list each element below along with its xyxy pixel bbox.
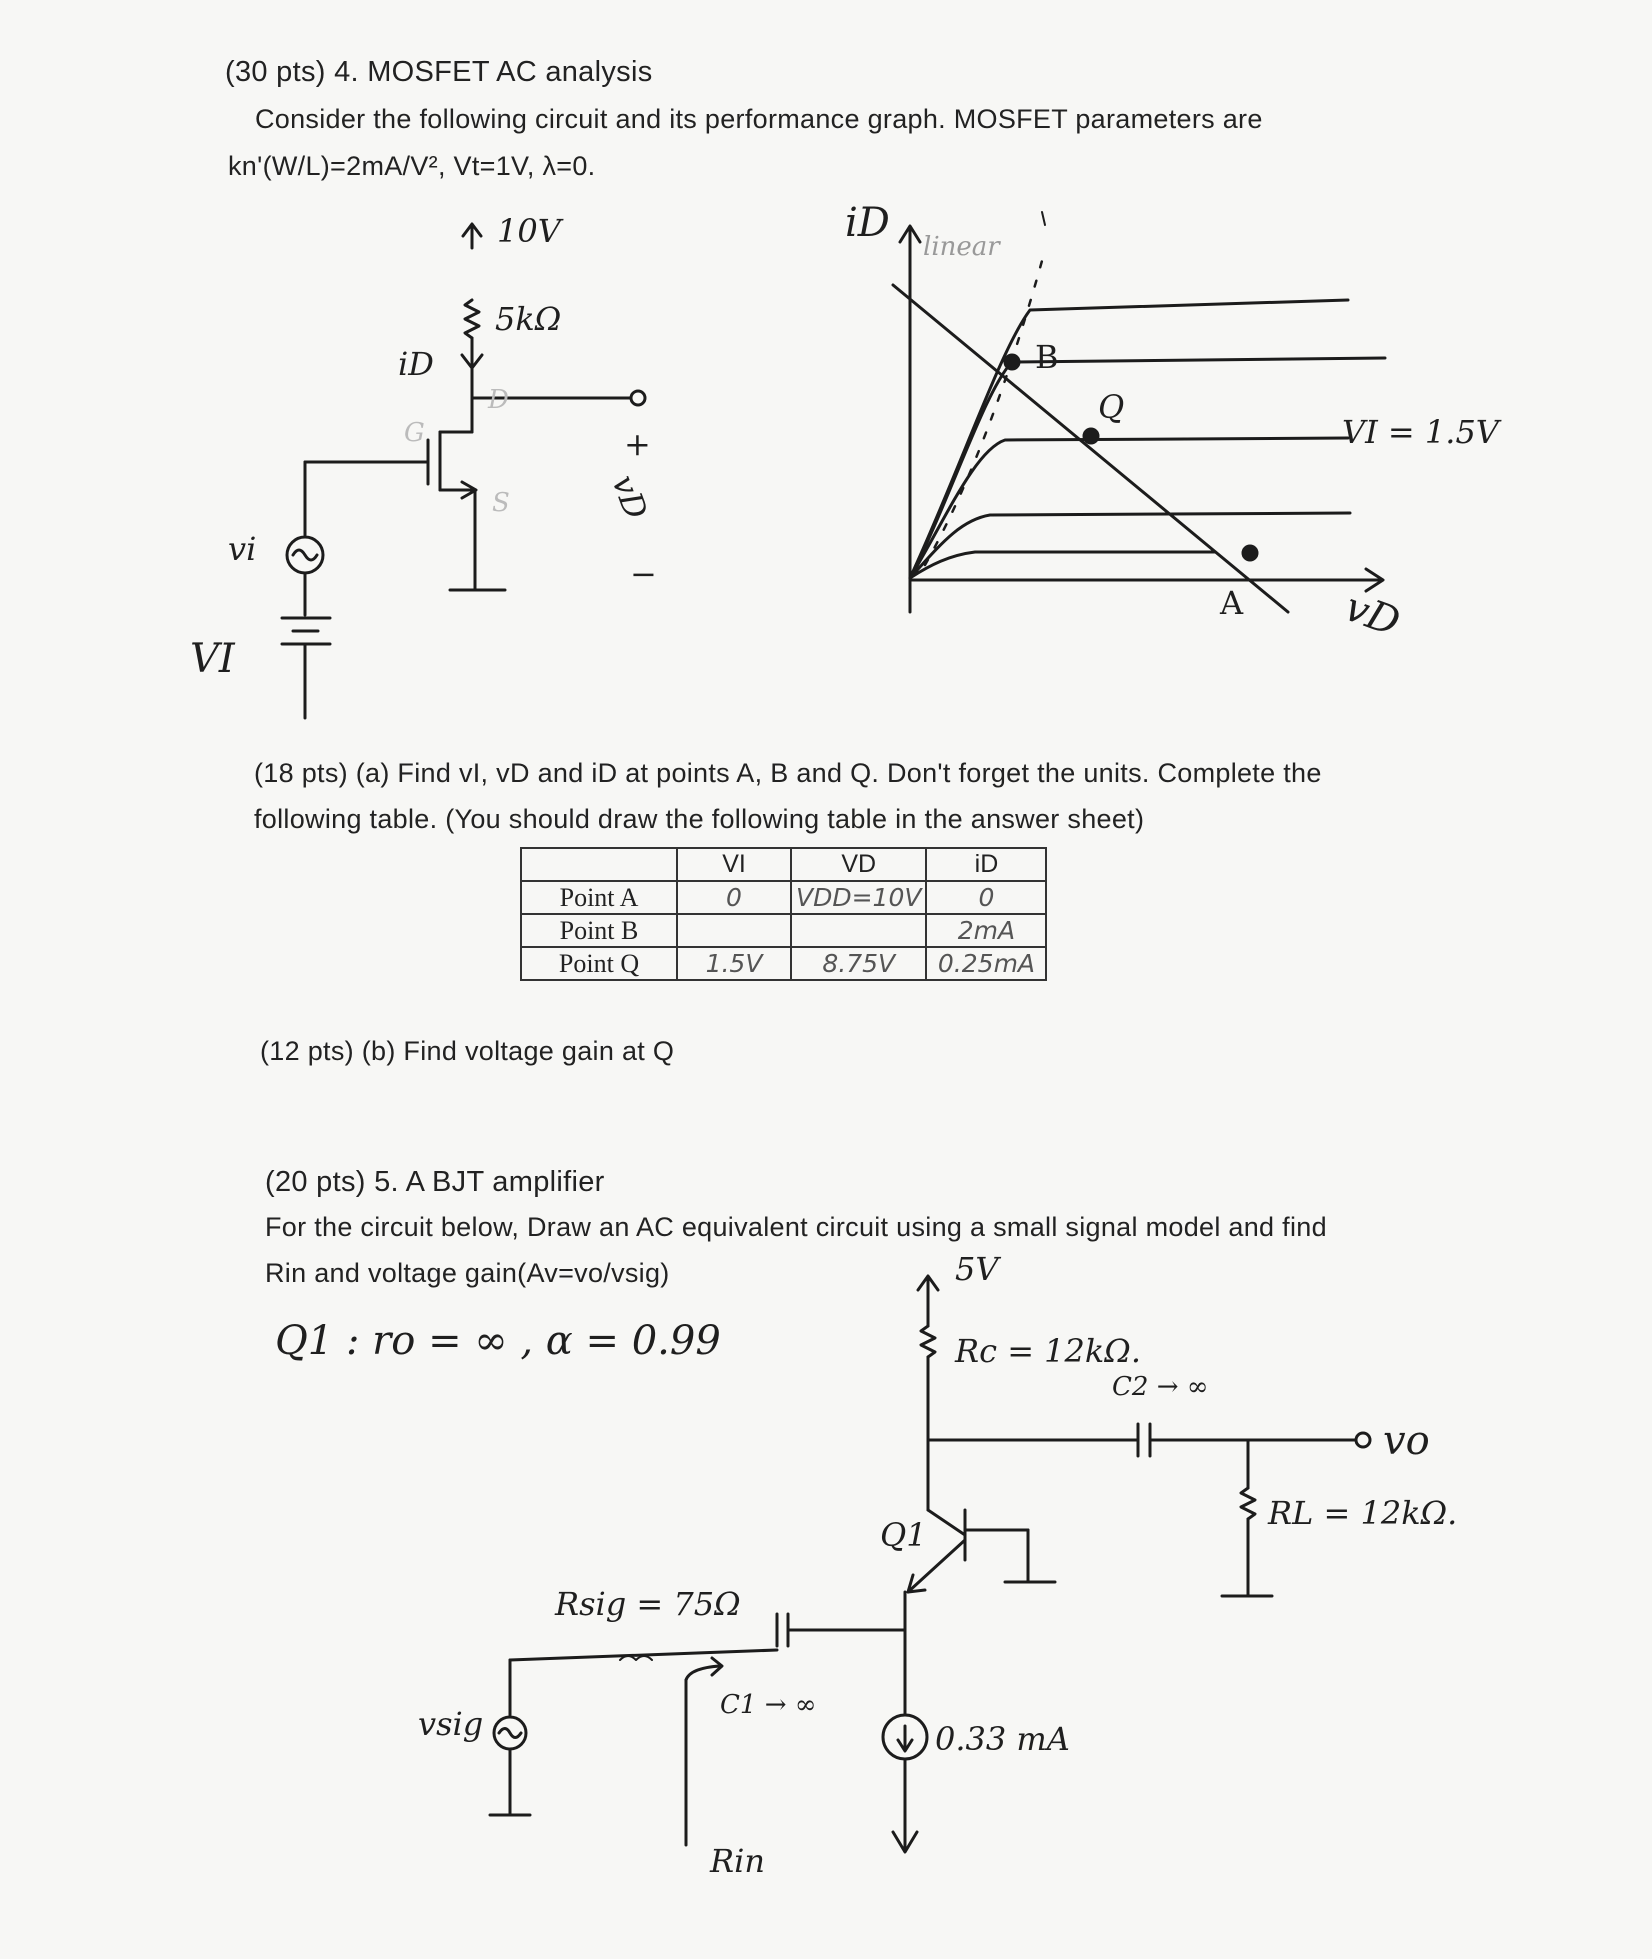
- cell-id: 2mA: [926, 914, 1046, 947]
- curve-vi-label: VI = 1.5V: [1342, 413, 1499, 451]
- table-row: [521, 947, 1046, 980]
- vi-source-label: vi: [228, 530, 257, 568]
- point-b-label: B: [1035, 338, 1059, 376]
- answer-table: [520, 847, 1047, 981]
- vo-label: vo: [1383, 1418, 1430, 1464]
- linear-region-label: linear: [923, 232, 1000, 262]
- q1-params: Q1 : ro = ∞ , α = 0.99: [275, 1318, 721, 1364]
- rsig-label: Rsig = 75Ω: [555, 1585, 741, 1623]
- cell-vd: VDD=10V: [791, 881, 926, 914]
- graph-y-axis-label: iD: [845, 200, 890, 246]
- part-a-line1: (18 pts) (a) Find vI, vD and iD at points A, B and Q. Don't forget the units. Complete the: [254, 758, 1322, 788]
- cell-vi: [677, 914, 791, 947]
- problem5-title: (20 pts) 5. A BJT amplifier: [265, 1166, 605, 1198]
- gate-label: G: [404, 418, 425, 448]
- rl-label: RL = 12kΩ.: [1268, 1494, 1458, 1532]
- resistor-5k-label: 5kΩ: [495, 300, 562, 338]
- cell-vi: 1.5V: [677, 947, 791, 980]
- problem4-title: (30 pts) 4. MOSFET AC analysis: [225, 56, 653, 88]
- row-label: Point A: [521, 881, 677, 914]
- table-header-vd: VD: [791, 848, 926, 881]
- table-header-id: iD: [926, 848, 1046, 881]
- cell-vd: 8.75V: [791, 947, 926, 980]
- supply-10v-label: 10V: [497, 212, 561, 250]
- output-vd-label: vD: [604, 469, 656, 525]
- vsig-label: vsig: [418, 1705, 484, 1743]
- id-vd-graph: [893, 212, 1385, 612]
- output-plus-label: +: [624, 425, 651, 463]
- vi-dc-label: VI: [190, 636, 235, 682]
- c2-label: C2 → ∞: [1112, 1372, 1209, 1402]
- cell-vi: 0: [677, 881, 791, 914]
- table-header-row: [521, 848, 1046, 881]
- supply-5v-label: 5V: [955, 1250, 999, 1288]
- rin-label: Rin: [710, 1842, 765, 1880]
- cell-id: 0.25mA: [926, 947, 1046, 980]
- part-b: (12 pts) (b) Find voltage gain at Q: [260, 1036, 675, 1066]
- problem5-line2: Rin and voltage gain(Av=vo/vsig): [265, 1258, 670, 1288]
- drain-label: D: [488, 385, 509, 415]
- part-a-line2: following table. (You should draw the following table in the answer sheet): [254, 804, 1145, 834]
- table-corner-cell: [521, 848, 677, 881]
- graph-x-axis-label: vD: [1338, 584, 1406, 646]
- point-q-label: Q: [1098, 388, 1125, 426]
- row-label: Point Q: [521, 947, 677, 980]
- problem4-intro-line2: kn'(W/L)=2mA/V², Vt=1V, λ=0.: [228, 151, 596, 181]
- q1-label: Q1: [880, 1516, 927, 1554]
- source-label: S: [492, 488, 510, 518]
- current-source-label: 0.33 mA: [935, 1720, 1070, 1758]
- problem4-intro-line1: Consider the following circuit and its performance graph. MOSFET parameters are: [255, 104, 1263, 134]
- mosfet-circuit: [282, 224, 645, 718]
- table-row: [521, 881, 1046, 914]
- output-minus-label: −: [630, 555, 657, 593]
- cell-id: 0: [926, 881, 1046, 914]
- table-row: [521, 914, 1046, 947]
- row-label: Point B: [521, 914, 677, 947]
- c1-label: C1 → ∞: [720, 1690, 817, 1720]
- rc-label: Rc = 12kΩ.: [955, 1332, 1141, 1370]
- table-header-vi: VI: [677, 848, 791, 881]
- drain-current-label: iD: [398, 345, 434, 383]
- point-a-label: A: [1220, 584, 1244, 622]
- problem5-line1: For the circuit below, Draw an AC equivalent circuit using a small signal model and find: [265, 1212, 1327, 1242]
- cell-vd: [791, 914, 926, 947]
